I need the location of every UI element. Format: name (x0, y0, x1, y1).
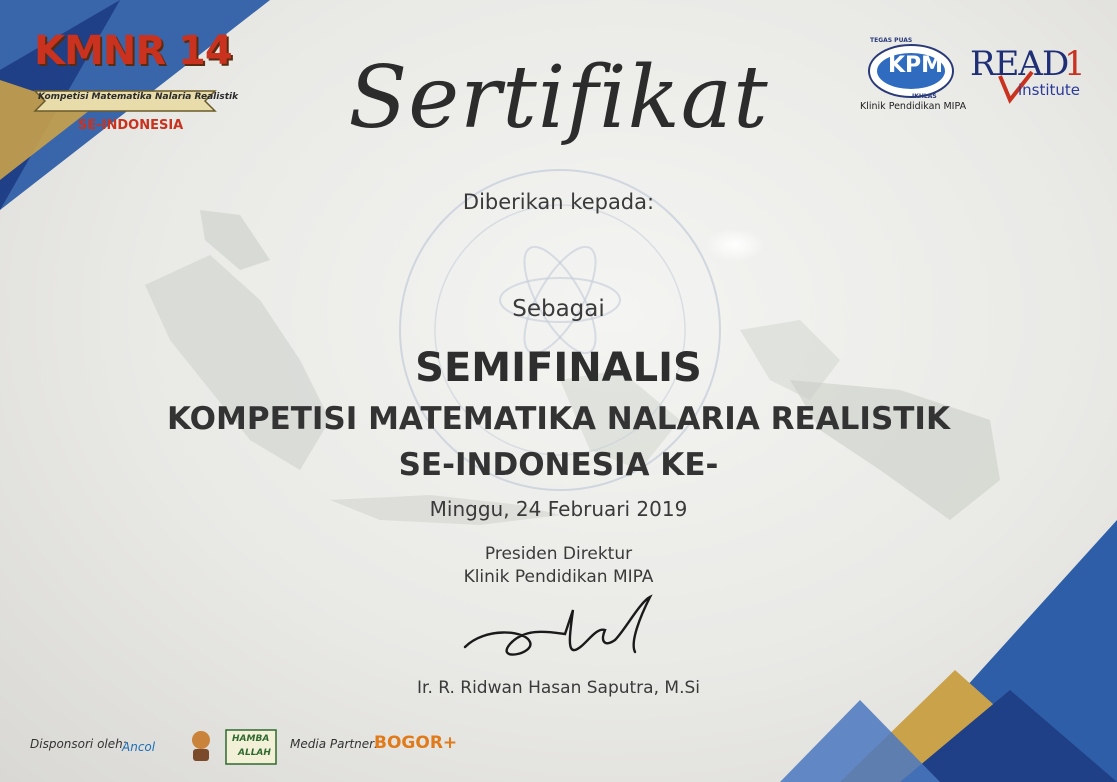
kmnr-logo-banner: Kompetisi Matematika Nalaria Realistik (38, 92, 239, 102)
kpm-logo-label: Klinik Pendidikan MIPA (860, 101, 967, 112)
kmnr-logo-title: KMNR 14 (34, 28, 232, 74)
kpm-logo-text: KPM (888, 53, 944, 78)
photo-glare (705, 228, 765, 262)
read-institute-logo-text: READ (970, 44, 1069, 84)
kpm-logo-bottom-text: IKHLAS (912, 93, 937, 100)
as-label: Sebagai (512, 296, 605, 322)
kpm-logo-top-text: TEGAS PUAS (870, 37, 913, 44)
signer-position-line1: Presiden Direktur (484, 544, 633, 564)
signer-name: Ir. R. Ridwan Hasan Saputra, M.Si (417, 678, 700, 698)
award-rank: SEMIFINALIS (415, 345, 702, 391)
sponsor-logo-hamba-line1: HAMBA (232, 734, 270, 744)
sponsor-mascot-icon (186, 728, 216, 764)
sponsor-logo-hamba-line2: ALLAH (238, 748, 271, 758)
signature (455, 592, 665, 672)
sponsor-label: Disponsori oleh: (30, 737, 127, 751)
media-partner-logo: BOGOR+ (374, 733, 458, 753)
given-to-label: Diberikan kepada: (462, 190, 655, 214)
event-date: Minggu, 24 Februari 2019 (429, 497, 688, 521)
competition-name-line1: KOMPETISI MATEMATIKA NALARIA REALISTIK (167, 401, 950, 437)
media-partner-label: Media Partner: (290, 737, 379, 751)
signer-position-line2: Klinik Pendidikan MIPA (463, 567, 654, 587)
read-institute-logo-subtitle: institute (1018, 81, 1081, 99)
kmnr-logo-subtitle: SE-INDONESIA (78, 118, 184, 133)
sponsor-logo-ancol: Ancol (122, 740, 156, 754)
read-institute-logo-number: 1 (1064, 44, 1086, 84)
certificate-title: Sertifikat (348, 48, 769, 148)
competition-name-line2: SE-INDONESIA KE- (398, 447, 719, 483)
